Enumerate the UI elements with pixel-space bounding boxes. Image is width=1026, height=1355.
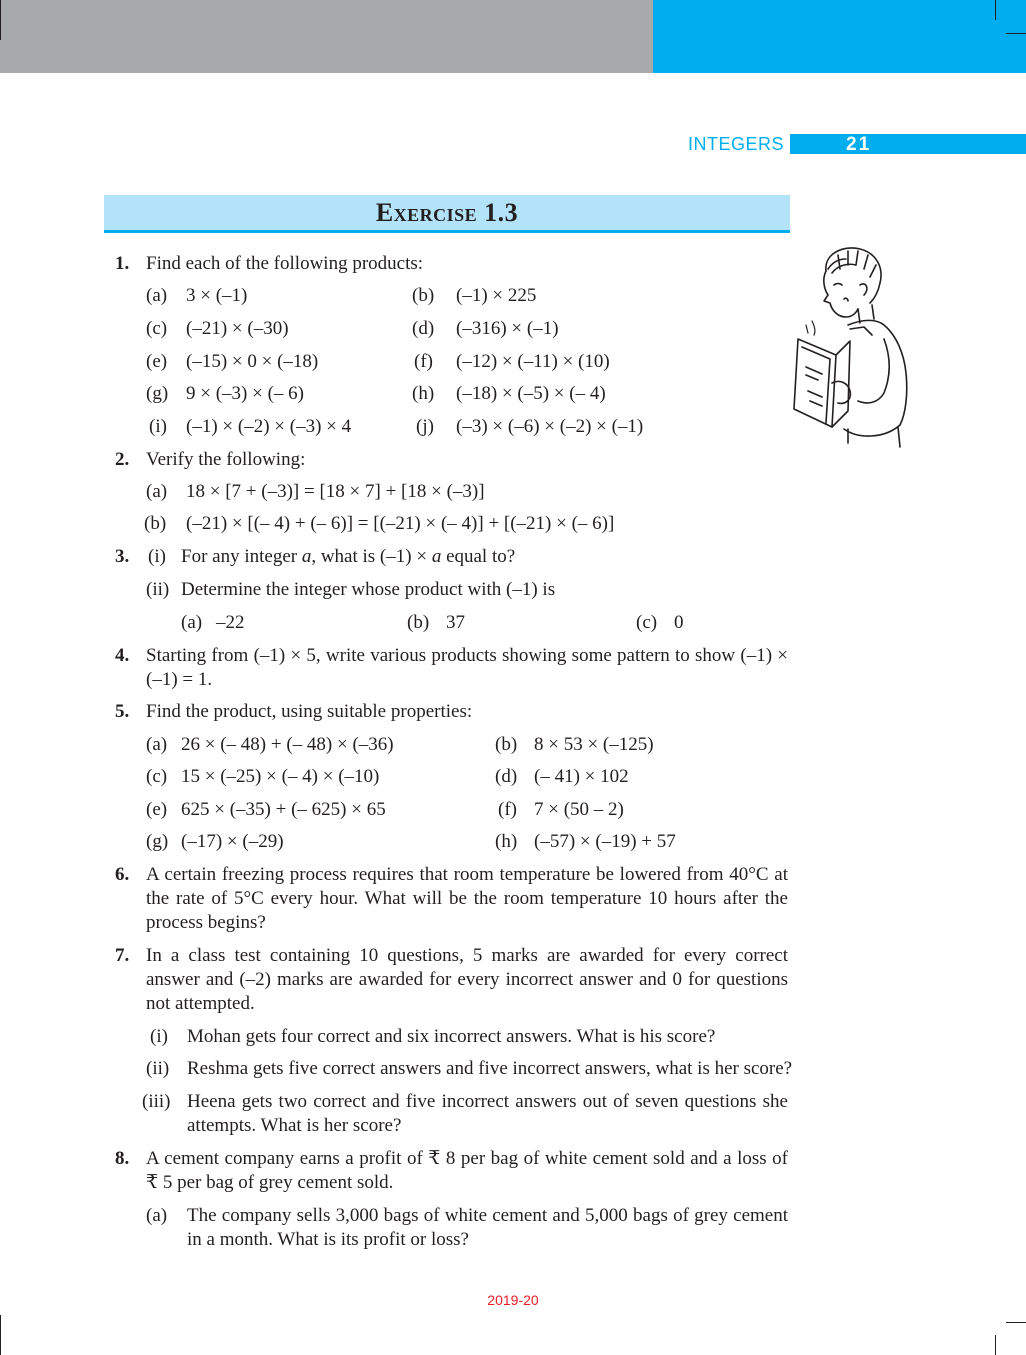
item-expression: (– 41) × 102 (534, 766, 629, 787)
top-gray-band (0, 0, 653, 73)
item-text: Mohan gets four correct and six incorrect answers. What is his score? (187, 1026, 716, 1047)
item-label: (a) (146, 481, 168, 502)
crop-mark (1006, 1322, 1026, 1323)
item-expression: 3 × (–1) (186, 285, 248, 306)
item-label: (ii) (146, 1058, 170, 1079)
item-label: (i) (148, 546, 166, 567)
item-label: (h) (412, 383, 435, 404)
boy-reading-illustration (788, 243, 912, 449)
question-text: Find the product, using suitable properties: (146, 701, 473, 722)
item-label: (f) (498, 799, 517, 820)
item-label: (g) (146, 383, 169, 404)
crop-mark (995, 1335, 996, 1355)
item-label: (d) (495, 766, 518, 787)
item-expression: (–21) × (–30) (186, 318, 289, 339)
chapter-title: INTEGERS (687, 134, 784, 154)
item-expression: (–15) × 0 × (–18) (186, 351, 319, 372)
item-expression: 9 × (–3) × (– 6) (186, 383, 304, 404)
item-text: The company sells 3,000 bags of white cement and 5,000 bags of grey cement in a month. What is its profit or loss? (187, 1205, 788, 1250)
crop-mark (0, 1315, 1, 1355)
item-label: (a) (146, 734, 168, 755)
item-expression: (–1) × (–2) × (–3) × 4 (186, 416, 352, 437)
item-label: (i) (149, 416, 167, 437)
question-number: 4. (115, 645, 130, 666)
item-text: Heena gets two correct and five incorrect answers out of seven questions she attempts. What is her score? (187, 1091, 788, 1136)
exercise-title: Exercise 1.3 (375, 198, 519, 227)
question-text: Determine the integer whose product with (–1) is (181, 579, 556, 600)
item-label: (a) (146, 285, 168, 306)
item-label: (e) (146, 799, 168, 820)
item-text: Reshma gets five correct answers and five incorrect answers, what is her score? (187, 1058, 793, 1079)
item-label: (c) (636, 612, 658, 633)
page-number: 21 (846, 134, 872, 155)
item-label: (h) (495, 831, 518, 852)
question-text: A certain freezing process requires that room temperature be lowered from 40°C at the rate of 5°C every hour. What will be the room temperature 10 hours after the process begins? (146, 864, 788, 933)
question-number: 8. (115, 1148, 130, 1169)
item-expression: 37 (446, 612, 465, 633)
item-label: (c) (146, 766, 168, 787)
item-label: (b) (412, 285, 435, 306)
top-blue-band (653, 0, 1026, 73)
question-text: For any integer a, what is (–1) × a equal to? (181, 546, 516, 567)
item-expression: 8 × 53 × (–125) (534, 734, 654, 755)
question-number: 2. (115, 449, 130, 470)
item-label: (d) (412, 318, 435, 339)
footer-year: 2019-20 (487, 1292, 539, 1308)
item-label: (a) (181, 612, 203, 633)
item-label: (b) (407, 612, 430, 633)
item-expression: (–316) × (–1) (456, 318, 559, 339)
item-expression: (–12) × (–11) × (10) (456, 351, 610, 372)
item-label: (a) (146, 1205, 168, 1226)
item-label: (c) (146, 318, 168, 339)
item-expression: (–18) × (–5) × (– 4) (456, 383, 606, 404)
item-label: (iii) (142, 1091, 171, 1112)
crop-mark (995, 0, 996, 20)
item-expression: 26 × (– 48) + (– 48) × (–36) (181, 734, 394, 755)
question-text: Verify the following: (146, 449, 306, 470)
item-label: (g) (146, 831, 169, 852)
question-text: Find each of the following products: (146, 253, 424, 274)
exercise-heading-bar (104, 195, 790, 233)
item-label: (b) (495, 734, 518, 755)
item-expression: 15 × (–25) × (– 4) × (–10) (181, 766, 380, 787)
crop-mark (0, 0, 1, 40)
item-expression: 625 × (–35) + (– 625) × 65 (181, 799, 386, 820)
item-label: (b) (144, 513, 167, 534)
crop-mark (1006, 33, 1026, 34)
item-expression: –22 (216, 612, 245, 633)
question-number: 5. (115, 701, 130, 722)
item-label: (ii) (146, 579, 170, 600)
question-number: 6. (115, 864, 130, 885)
item-expression: (–3) × (–6) × (–2) × (–1) (456, 416, 644, 437)
question-text: Starting from (–1) × 5, write various products showing some pattern to show (–1) × (–1) = 1. (146, 645, 788, 690)
item-label: (j) (416, 416, 434, 437)
item-label: (e) (146, 351, 168, 372)
item-expression: (–17) × (–29) (181, 831, 284, 852)
item-expression: 7 × (50 – 2) (534, 799, 624, 820)
question-text: In a class test containing 10 questions, 5 marks are awarded for every correct answer and (–2) marks are awarded for every incorrect answer and 0 for questions not attempted. (146, 945, 788, 1014)
item-expression: (–1) × 225 (456, 285, 537, 306)
question-number: 3. (115, 546, 130, 567)
item-expression: 18 × [7 + (–3)] = [18 × 7] + [18 × (–3)] (186, 481, 485, 502)
item-expression: 0 (674, 612, 684, 633)
item-label: (i) (150, 1026, 168, 1047)
question-text: A cement company earns a profit of ₹ 8 per bag of white cement sold and a loss of ₹ 5 per bag of grey cement sold. (146, 1148, 788, 1193)
item-expression: (–57) × (–19) + 57 (534, 831, 676, 852)
question-number: 7. (115, 945, 130, 966)
item-expression: (–21) × [(– 4) + (– 6)] = [(–21) × (– 4)] + [(–21) × (– 6)] (186, 513, 615, 534)
item-label: (f) (414, 351, 433, 372)
page-number-box (790, 134, 1026, 154)
question-number: 1. (115, 253, 130, 274)
